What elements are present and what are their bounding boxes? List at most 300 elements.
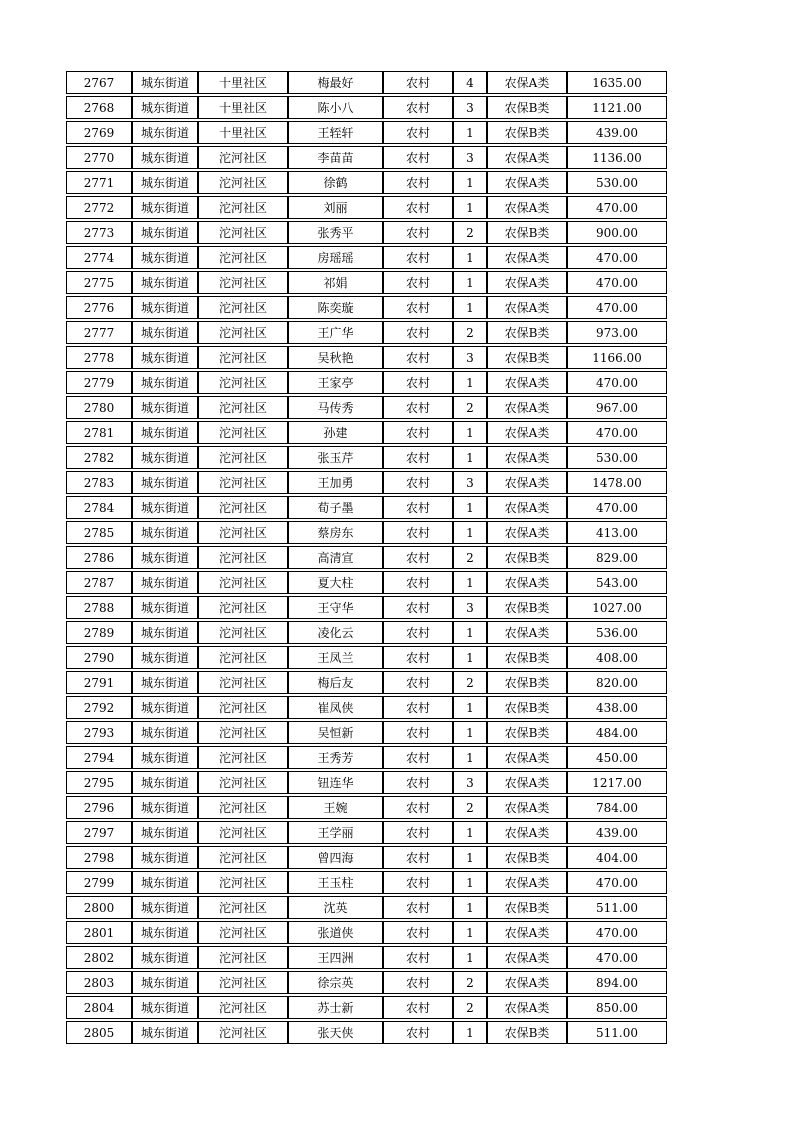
cell-type: 农村 xyxy=(383,571,453,594)
cell-amount: 470.00 xyxy=(567,871,667,894)
cell-street: 城东街道 xyxy=(132,171,198,194)
cell-type: 农村 xyxy=(383,421,453,444)
cell-name: 高清宣 xyxy=(288,546,383,569)
cell-street: 城东街道 xyxy=(132,121,198,144)
cell-amount: 1635.00 xyxy=(567,71,667,94)
cell-category: 农保B类 xyxy=(487,696,567,719)
cell-street: 城东街道 xyxy=(132,671,198,694)
cell-street: 城东街道 xyxy=(132,621,198,644)
table-row xyxy=(66,471,667,494)
cell-type: 农村 xyxy=(383,221,453,244)
cell-name: 房瑶瑶 xyxy=(288,246,383,269)
cell-count: 4 xyxy=(453,71,487,94)
cell-category: 农保A类 xyxy=(487,521,567,544)
cell-name: 刘丽 xyxy=(288,196,383,219)
cell-street: 城东街道 xyxy=(132,421,198,444)
cell-count: 2 xyxy=(453,796,487,819)
cell-street: 城东街道 xyxy=(132,546,198,569)
cell-serial: 2795 xyxy=(66,771,132,794)
cell-street: 城东街道 xyxy=(132,346,198,369)
cell-community: 沱河社区 xyxy=(198,246,288,269)
cell-serial: 2774 xyxy=(66,246,132,269)
cell-amount: 470.00 xyxy=(567,421,667,444)
cell-serial: 2788 xyxy=(66,596,132,619)
cell-serial: 2803 xyxy=(66,971,132,994)
cell-community: 沱河社区 xyxy=(198,921,288,944)
cell-serial: 2802 xyxy=(66,946,132,969)
cell-name: 吴恒新 xyxy=(288,721,383,744)
cell-serial: 2805 xyxy=(66,1021,132,1044)
cell-serial: 2797 xyxy=(66,821,132,844)
cell-amount: 973.00 xyxy=(567,321,667,344)
cell-count: 1 xyxy=(453,446,487,469)
cell-category: 农保A类 xyxy=(487,196,567,219)
cell-type: 农村 xyxy=(383,146,453,169)
cell-serial: 2786 xyxy=(66,546,132,569)
cell-amount: 1217.00 xyxy=(567,771,667,794)
table-row xyxy=(66,321,667,344)
cell-category: 农保B类 xyxy=(487,721,567,744)
cell-count: 3 xyxy=(453,96,487,119)
cell-amount: 1136.00 xyxy=(567,146,667,169)
cell-type: 农村 xyxy=(383,896,453,919)
cell-count: 1 xyxy=(453,246,487,269)
cell-name: 王家亭 xyxy=(288,371,383,394)
cell-count: 2 xyxy=(453,996,487,1019)
cell-name: 王广华 xyxy=(288,321,383,344)
cell-category: 农保A类 xyxy=(487,996,567,1019)
cell-amount: 1478.00 xyxy=(567,471,667,494)
table-row xyxy=(66,596,667,619)
cell-amount: 894.00 xyxy=(567,971,667,994)
cell-name: 荀子墨 xyxy=(288,496,383,519)
cell-community: 沱河社区 xyxy=(198,496,288,519)
cell-name: 张秀平 xyxy=(288,221,383,244)
cell-serial: 2771 xyxy=(66,171,132,194)
cell-street: 城东街道 xyxy=(132,146,198,169)
cell-community: 沱河社区 xyxy=(198,521,288,544)
cell-community: 沱河社区 xyxy=(198,796,288,819)
cell-amount: 530.00 xyxy=(567,446,667,469)
cell-category: 农保A类 xyxy=(487,771,567,794)
cell-serial: 2801 xyxy=(66,921,132,944)
table-row xyxy=(66,821,667,844)
cell-street: 城东街道 xyxy=(132,1021,198,1044)
cell-community: 沱河社区 xyxy=(198,996,288,1019)
cell-type: 农村 xyxy=(383,346,453,369)
cell-category: 农保A类 xyxy=(487,971,567,994)
cell-type: 农村 xyxy=(383,496,453,519)
cell-name: 王玉柱 xyxy=(288,871,383,894)
cell-category: 农保A类 xyxy=(487,296,567,319)
table-row xyxy=(66,146,667,169)
table-row xyxy=(66,621,667,644)
table-row xyxy=(66,296,667,319)
table-row xyxy=(66,996,667,1019)
cell-type: 农村 xyxy=(383,621,453,644)
table-row xyxy=(66,746,667,769)
cell-serial: 2768 xyxy=(66,96,132,119)
cell-community: 沱河社区 xyxy=(198,471,288,494)
cell-amount: 450.00 xyxy=(567,746,667,769)
cell-serial: 2793 xyxy=(66,721,132,744)
table-row xyxy=(66,496,667,519)
cell-community: 沱河社区 xyxy=(198,146,288,169)
cell-community: 沱河社区 xyxy=(198,821,288,844)
cell-amount: 470.00 xyxy=(567,921,667,944)
cell-category: 农保B类 xyxy=(487,896,567,919)
cell-type: 农村 xyxy=(383,446,453,469)
cell-name: 王婉 xyxy=(288,796,383,819)
cell-community: 沱河社区 xyxy=(198,596,288,619)
cell-count: 2 xyxy=(453,971,487,994)
cell-count: 3 xyxy=(453,346,487,369)
table-row xyxy=(66,396,667,419)
cell-community: 沱河社区 xyxy=(198,546,288,569)
cell-count: 3 xyxy=(453,146,487,169)
table-row xyxy=(66,171,667,194)
table-row xyxy=(66,971,667,994)
table-row xyxy=(66,721,667,744)
cell-count: 3 xyxy=(453,471,487,494)
table-row xyxy=(66,846,667,869)
table-row xyxy=(66,371,667,394)
cell-count: 1 xyxy=(453,196,487,219)
cell-type: 农村 xyxy=(383,796,453,819)
cell-serial: 2798 xyxy=(66,846,132,869)
table-row xyxy=(66,521,667,544)
cell-type: 农村 xyxy=(383,171,453,194)
table-row xyxy=(66,546,667,569)
cell-type: 农村 xyxy=(383,371,453,394)
cell-count: 1 xyxy=(453,921,487,944)
cell-count: 1 xyxy=(453,271,487,294)
cell-community: 沱河社区 xyxy=(198,346,288,369)
cell-amount: 470.00 xyxy=(567,271,667,294)
table-row xyxy=(66,346,667,369)
cell-amount: 470.00 xyxy=(567,496,667,519)
cell-name: 祁娟 xyxy=(288,271,383,294)
cell-type: 农村 xyxy=(383,946,453,969)
cell-street: 城东街道 xyxy=(132,846,198,869)
cell-name: 王学丽 xyxy=(288,821,383,844)
cell-category: 农保B类 xyxy=(487,646,567,669)
cell-category: 农保A类 xyxy=(487,571,567,594)
cell-count: 1 xyxy=(453,521,487,544)
data-table xyxy=(66,69,667,1046)
cell-count: 3 xyxy=(453,771,487,794)
cell-count: 1 xyxy=(453,746,487,769)
cell-count: 2 xyxy=(453,396,487,419)
table-body xyxy=(66,71,667,1044)
cell-name: 孙建 xyxy=(288,421,383,444)
cell-type: 农村 xyxy=(383,696,453,719)
cell-category: 农保B类 xyxy=(487,221,567,244)
cell-amount: 470.00 xyxy=(567,946,667,969)
table-row xyxy=(66,421,667,444)
cell-type: 农村 xyxy=(383,546,453,569)
cell-type: 农村 xyxy=(383,296,453,319)
cell-name: 崔凤侠 xyxy=(288,696,383,719)
cell-name: 徐鹤 xyxy=(288,171,383,194)
cell-name: 王守华 xyxy=(288,596,383,619)
cell-community: 沱河社区 xyxy=(198,896,288,919)
cell-street: 城东街道 xyxy=(132,946,198,969)
cell-count: 1 xyxy=(453,896,487,919)
table-row xyxy=(66,271,667,294)
cell-amount: 1166.00 xyxy=(567,346,667,369)
cell-amount: 1121.00 xyxy=(567,96,667,119)
cell-count: 2 xyxy=(453,546,487,569)
cell-type: 农村 xyxy=(383,646,453,669)
cell-category: 农保B类 xyxy=(487,346,567,369)
table-row xyxy=(66,196,667,219)
cell-name: 李苗苗 xyxy=(288,146,383,169)
table-row xyxy=(66,571,667,594)
cell-type: 农村 xyxy=(383,71,453,94)
cell-count: 2 xyxy=(453,221,487,244)
cell-name: 王轾轩 xyxy=(288,121,383,144)
cell-name: 徐宗英 xyxy=(288,971,383,994)
cell-amount: 820.00 xyxy=(567,671,667,694)
cell-street: 城东街道 xyxy=(132,796,198,819)
cell-type: 农村 xyxy=(383,521,453,544)
cell-type: 农村 xyxy=(383,821,453,844)
cell-community: 十里社区 xyxy=(198,121,288,144)
cell-category: 农保B类 xyxy=(487,671,567,694)
cell-community: 沱河社区 xyxy=(198,1021,288,1044)
cell-community: 沱河社区 xyxy=(198,221,288,244)
cell-serial: 2804 xyxy=(66,996,132,1019)
cell-serial: 2782 xyxy=(66,446,132,469)
cell-serial: 2779 xyxy=(66,371,132,394)
cell-type: 农村 xyxy=(383,771,453,794)
cell-street: 城东街道 xyxy=(132,446,198,469)
cell-name: 王凤兰 xyxy=(288,646,383,669)
cell-serial: 2777 xyxy=(66,321,132,344)
cell-street: 城东街道 xyxy=(132,821,198,844)
cell-name: 沈英 xyxy=(288,896,383,919)
cell-serial: 2776 xyxy=(66,296,132,319)
cell-street: 城东街道 xyxy=(132,571,198,594)
table-row xyxy=(66,646,667,669)
cell-category: 农保A类 xyxy=(487,621,567,644)
cell-type: 农村 xyxy=(383,471,453,494)
cell-serial: 2773 xyxy=(66,221,132,244)
cell-community: 沱河社区 xyxy=(198,371,288,394)
cell-street: 城东街道 xyxy=(132,296,198,319)
cell-amount: 439.00 xyxy=(567,121,667,144)
cell-name: 陈小八 xyxy=(288,96,383,119)
cell-street: 城东街道 xyxy=(132,921,198,944)
cell-street: 城东街道 xyxy=(132,896,198,919)
cell-name: 马传秀 xyxy=(288,396,383,419)
cell-type: 农村 xyxy=(383,721,453,744)
cell-amount: 829.00 xyxy=(567,546,667,569)
cell-street: 城东街道 xyxy=(132,496,198,519)
cell-amount: 470.00 xyxy=(567,196,667,219)
table-row xyxy=(66,871,667,894)
cell-category: 农保B类 xyxy=(487,321,567,344)
cell-serial: 2799 xyxy=(66,871,132,894)
cell-community: 沱河社区 xyxy=(198,746,288,769)
cell-category: 农保A类 xyxy=(487,396,567,419)
cell-serial: 2767 xyxy=(66,71,132,94)
cell-count: 1 xyxy=(453,946,487,969)
cell-community: 沱河社区 xyxy=(198,846,288,869)
cell-serial: 2785 xyxy=(66,521,132,544)
cell-serial: 2792 xyxy=(66,696,132,719)
cell-type: 农村 xyxy=(383,871,453,894)
cell-name: 苏士新 xyxy=(288,996,383,1019)
cell-count: 1 xyxy=(453,371,487,394)
cell-type: 农村 xyxy=(383,996,453,1019)
cell-type: 农村 xyxy=(383,121,453,144)
cell-community: 十里社区 xyxy=(198,71,288,94)
cell-category: 农保B类 xyxy=(487,596,567,619)
cell-name: 凌化云 xyxy=(288,621,383,644)
cell-street: 城东街道 xyxy=(132,221,198,244)
cell-community: 沱河社区 xyxy=(198,671,288,694)
cell-amount: 511.00 xyxy=(567,1021,667,1044)
cell-count: 1 xyxy=(453,846,487,869)
cell-community: 沱河社区 xyxy=(198,421,288,444)
table-row xyxy=(66,696,667,719)
cell-street: 城东街道 xyxy=(132,96,198,119)
cell-name: 张道侠 xyxy=(288,921,383,944)
cell-street: 城东街道 xyxy=(132,196,198,219)
cell-category: 农保A类 xyxy=(487,446,567,469)
cell-serial: 2770 xyxy=(66,146,132,169)
table-row xyxy=(66,446,667,469)
cell-category: 农保A类 xyxy=(487,471,567,494)
cell-street: 城东街道 xyxy=(132,271,198,294)
cell-count: 2 xyxy=(453,321,487,344)
cell-amount: 484.00 xyxy=(567,721,667,744)
cell-community: 沱河社区 xyxy=(198,396,288,419)
cell-street: 城东街道 xyxy=(132,471,198,494)
cell-name: 王加勇 xyxy=(288,471,383,494)
cell-community: 十里社区 xyxy=(198,96,288,119)
cell-category: 农保A类 xyxy=(487,821,567,844)
cell-category: 农保A类 xyxy=(487,271,567,294)
cell-street: 城东街道 xyxy=(132,246,198,269)
cell-community: 沱河社区 xyxy=(198,946,288,969)
cell-amount: 413.00 xyxy=(567,521,667,544)
cell-name: 陈奕璇 xyxy=(288,296,383,319)
cell-serial: 2787 xyxy=(66,571,132,594)
cell-count: 1 xyxy=(453,821,487,844)
cell-type: 农村 xyxy=(383,396,453,419)
cell-name: 蔡房东 xyxy=(288,521,383,544)
cell-amount: 543.00 xyxy=(567,571,667,594)
cell-category: 农保A类 xyxy=(487,746,567,769)
table-row xyxy=(66,71,667,94)
cell-category: 农保A类 xyxy=(487,496,567,519)
cell-street: 城东街道 xyxy=(132,521,198,544)
table-row xyxy=(66,796,667,819)
cell-category: 农保A类 xyxy=(487,946,567,969)
cell-amount: 470.00 xyxy=(567,296,667,319)
cell-street: 城东街道 xyxy=(132,321,198,344)
cell-amount: 438.00 xyxy=(567,696,667,719)
cell-community: 沱河社区 xyxy=(198,446,288,469)
cell-amount: 967.00 xyxy=(567,396,667,419)
cell-serial: 2769 xyxy=(66,121,132,144)
table-row xyxy=(66,1021,667,1044)
cell-serial: 2772 xyxy=(66,196,132,219)
cell-serial: 2791 xyxy=(66,671,132,694)
cell-street: 城东街道 xyxy=(132,596,198,619)
cell-category: 农保A类 xyxy=(487,71,567,94)
cell-community: 沱河社区 xyxy=(198,321,288,344)
cell-count: 1 xyxy=(453,871,487,894)
cell-amount: 1027.00 xyxy=(567,596,667,619)
cell-name: 王四洲 xyxy=(288,946,383,969)
cell-name: 梅后友 xyxy=(288,671,383,694)
cell-type: 农村 xyxy=(383,671,453,694)
cell-amount: 470.00 xyxy=(567,246,667,269)
cell-category: 农保B类 xyxy=(487,546,567,569)
cell-name: 夏大柱 xyxy=(288,571,383,594)
cell-community: 沱河社区 xyxy=(198,621,288,644)
cell-community: 沱河社区 xyxy=(198,696,288,719)
cell-type: 农村 xyxy=(383,246,453,269)
cell-name: 曾四海 xyxy=(288,846,383,869)
cell-name: 张玉芹 xyxy=(288,446,383,469)
cell-street: 城东街道 xyxy=(132,646,198,669)
cell-count: 2 xyxy=(453,671,487,694)
cell-count: 1 xyxy=(453,296,487,319)
cell-name: 梅最好 xyxy=(288,71,383,94)
cell-count: 1 xyxy=(453,696,487,719)
cell-type: 农村 xyxy=(383,596,453,619)
cell-amount: 404.00 xyxy=(567,846,667,869)
cell-count: 1 xyxy=(453,571,487,594)
cell-amount: 439.00 xyxy=(567,821,667,844)
cell-community: 沱河社区 xyxy=(198,296,288,319)
cell-type: 农村 xyxy=(383,96,453,119)
cell-type: 农村 xyxy=(383,321,453,344)
cell-street: 城东街道 xyxy=(132,721,198,744)
cell-serial: 2783 xyxy=(66,471,132,494)
cell-serial: 2775 xyxy=(66,271,132,294)
cell-community: 沱河社区 xyxy=(198,646,288,669)
cell-amount: 536.00 xyxy=(567,621,667,644)
cell-count: 1 xyxy=(453,121,487,144)
cell-serial: 2789 xyxy=(66,621,132,644)
cell-type: 农村 xyxy=(383,1021,453,1044)
cell-community: 沱河社区 xyxy=(198,571,288,594)
cell-category: 农保A类 xyxy=(487,371,567,394)
table-row xyxy=(66,921,667,944)
cell-street: 城东街道 xyxy=(132,371,198,394)
cell-amount: 408.00 xyxy=(567,646,667,669)
cell-serial: 2781 xyxy=(66,421,132,444)
cell-serial: 2794 xyxy=(66,746,132,769)
cell-category: 农保B类 xyxy=(487,121,567,144)
table-row xyxy=(66,246,667,269)
cell-amount: 850.00 xyxy=(567,996,667,1019)
cell-category: 农保A类 xyxy=(487,146,567,169)
cell-count: 1 xyxy=(453,171,487,194)
cell-category: 农保A类 xyxy=(487,871,567,894)
cell-category: 农保A类 xyxy=(487,796,567,819)
cell-amount: 470.00 xyxy=(567,371,667,394)
cell-amount: 900.00 xyxy=(567,221,667,244)
cell-community: 沱河社区 xyxy=(198,771,288,794)
cell-serial: 2784 xyxy=(66,496,132,519)
